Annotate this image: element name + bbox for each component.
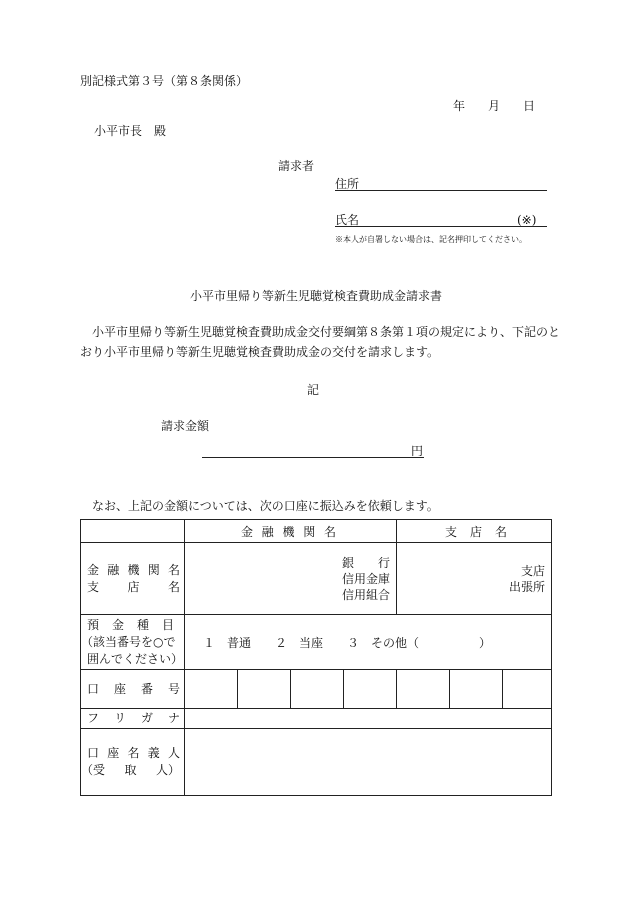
account-digit-5[interactable] bbox=[397, 670, 450, 709]
document-title: 小平市里帰り等新生児聴覚検査費助成金請求書 bbox=[190, 289, 443, 303]
name-label: 氏名 bbox=[335, 213, 360, 227]
row-account-number bbox=[81, 670, 552, 709]
name-mark: (※) bbox=[517, 213, 537, 227]
address-line[interactable] bbox=[335, 190, 547, 191]
header-blank bbox=[81, 520, 185, 543]
account-digit-1[interactable] bbox=[185, 670, 238, 709]
label-deposit-type: 預 金 種 目 （該当番号を○で 囲んでください） bbox=[81, 615, 185, 670]
row-account-holder bbox=[81, 729, 552, 796]
branch-name-cell[interactable]: 支店 出張所 bbox=[397, 543, 552, 615]
address-label: 住所 bbox=[335, 177, 360, 191]
amount-label: 請求金額 bbox=[161, 419, 210, 433]
transfer-note: なお、上記の金額については、次の口座に振込みを依頼します。 bbox=[92, 499, 439, 513]
signature-note: ※本人が自署しない場合は、記名押印してください。 bbox=[335, 235, 527, 244]
label-bank-branch: 金 融 機 関 名 支 店 名 bbox=[81, 543, 185, 615]
account-digit-6[interactable] bbox=[450, 670, 503, 709]
requester-heading: 請求者 bbox=[278, 159, 315, 173]
furigana-cell[interactable] bbox=[185, 709, 552, 729]
label-account-number: 口 座 番 号 bbox=[81, 670, 185, 709]
date-year: 年 bbox=[453, 99, 466, 113]
addressee: 小平市長 殿 bbox=[94, 124, 167, 138]
header-branch: 支 店 名 bbox=[397, 520, 552, 543]
form-number: 別記様式第３号（第８条関係） bbox=[80, 74, 249, 88]
label-account-holder: 口 座 名 義 人 （受 取 人） bbox=[81, 729, 185, 796]
account-digit-4[interactable] bbox=[344, 670, 397, 709]
date-month: 月 bbox=[488, 99, 501, 113]
ki-mark: 記 bbox=[307, 383, 320, 397]
account-digit-3[interactable] bbox=[291, 670, 344, 709]
name-line[interactable] bbox=[335, 226, 547, 227]
row-furigana bbox=[81, 709, 552, 729]
date-day: 日 bbox=[523, 99, 536, 113]
bank-account-table bbox=[80, 519, 552, 796]
account-digit-2[interactable] bbox=[238, 670, 291, 709]
body-line-1: 小平市里帰り等新生児聴覚検査費助成金交付要綱第８条第１項の規定により、下記のと bbox=[92, 325, 561, 339]
row-bank-name bbox=[81, 543, 552, 615]
header-bank: 金 融 機 関 名 bbox=[185, 520, 397, 543]
body-line-2: おり小平市里帰り等新生児聴覚検査費助成金の交付を請求します。 bbox=[80, 345, 440, 359]
bank-name-cell[interactable]: 銀 行 信用金庫 信用組合 bbox=[185, 543, 397, 615]
account-digit-7[interactable] bbox=[503, 670, 552, 709]
amount-unit: 円 bbox=[411, 444, 424, 458]
deposit-options[interactable]: １ 普通 ２ 当座 ３ その他（ ） bbox=[185, 615, 552, 670]
row-deposit-type bbox=[81, 615, 552, 670]
account-holder-cell[interactable] bbox=[185, 729, 552, 796]
label-furigana: フ リ ガ ナ bbox=[81, 709, 185, 729]
amount-line[interactable] bbox=[202, 457, 424, 458]
table-header-row bbox=[81, 520, 552, 543]
